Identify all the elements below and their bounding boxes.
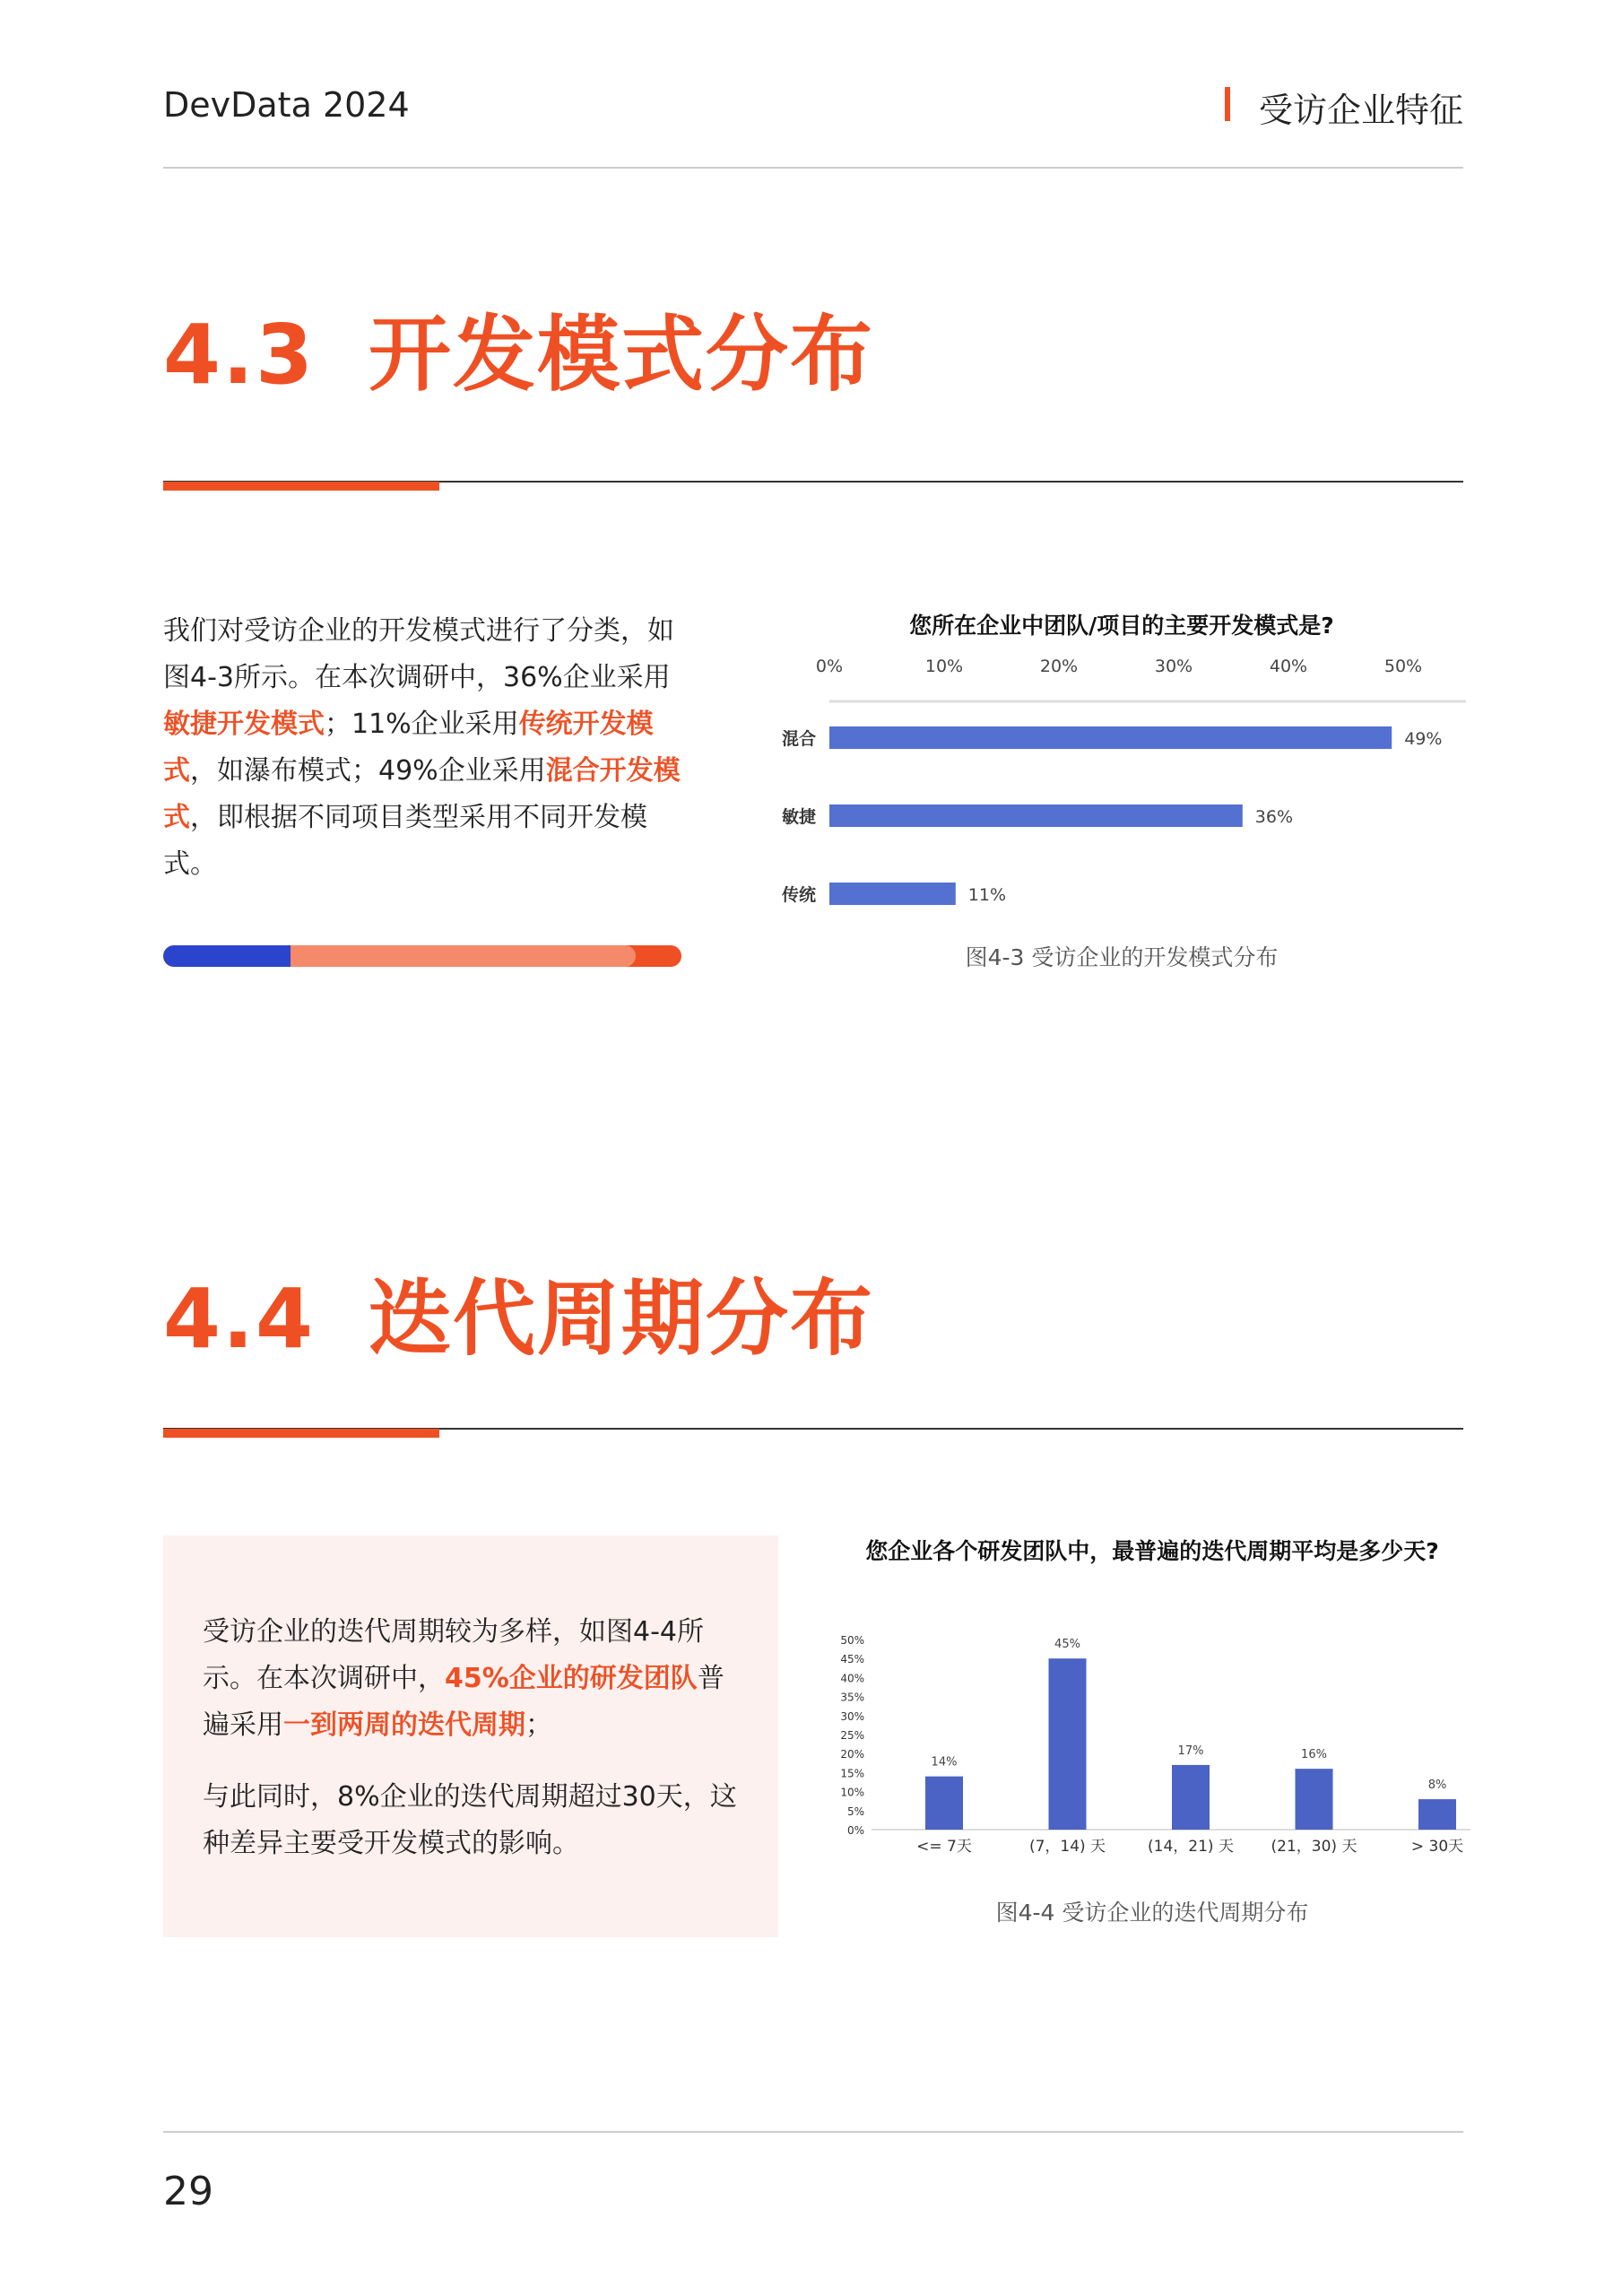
y-tick-label: 35% — [840, 1691, 864, 1704]
y-tick-label: 0% — [846, 1824, 864, 1837]
y-tick-label: 50% — [840, 1634, 864, 1647]
text: 普遍采用 — [203, 1663, 724, 1741]
section-4-4-paragraph-2: 与此同时，8%企业的迭代周期超过30天，这种差异主要受开发模式的影响。 — [203, 1781, 737, 1859]
bar — [829, 726, 1392, 749]
text: ，如瀑布模式；49%企业采用 — [190, 755, 546, 787]
section-number: 4.3 — [163, 307, 315, 403]
bar — [1418, 1799, 1456, 1830]
bar — [1172, 1765, 1210, 1830]
highlight: 混合开发模式 — [163, 755, 681, 833]
y-tick-label: 20% — [840, 1748, 864, 1761]
section-4-3-paragraph — [163, 608, 683, 888]
x-tick-label: 0% — [815, 657, 844, 676]
chart2-title: 您企业各个研发团队中，最普遍的迭代周期平均是多少天? — [865, 1538, 1439, 1564]
page-number: 29 — [163, 2169, 213, 2214]
section-4-4-heading — [163, 1253, 874, 1371]
data-label: 8% — [1427, 1779, 1447, 1793]
y-category-label: 传统 — [782, 885, 817, 905]
y-tick-label: 40% — [840, 1672, 864, 1685]
bar — [1049, 1658, 1087, 1830]
header-chapter-title: 受访企业特征 — [1258, 91, 1463, 130]
section-title: 迭代周期分布 — [368, 1271, 874, 1367]
section-4-4-paragraph-1 — [203, 1609, 750, 1749]
data-label: 49% — [1404, 729, 1443, 749]
section-number: 4.4 — [163, 1271, 315, 1367]
header-divider — [163, 167, 1463, 169]
chart1-title: 您所在企业中团队/项目的主要开发模式是? — [909, 613, 1334, 639]
x-tick-label: 20% — [1039, 657, 1079, 676]
chart2-caption: 图4-4 受访企业的迭代周期分布 — [995, 1900, 1309, 1926]
chart1-horizontal-bar — [771, 650, 1470, 928]
y-tick-label: 10% — [840, 1786, 864, 1799]
section-divider-accent — [163, 482, 439, 491]
data-label: 14% — [931, 1755, 958, 1770]
bar — [1296, 1769, 1333, 1830]
highlight: 传统开发模式 — [163, 709, 654, 787]
x-category-label: (7，14) 天 — [1028, 1838, 1106, 1856]
text: ；11%企业采用 — [325, 709, 519, 740]
x-category-label: <= 7天 — [916, 1838, 972, 1856]
bar — [829, 883, 956, 905]
header-accent-bar — [1225, 87, 1230, 121]
x-category-label: (21，30) 天 — [1271, 1838, 1357, 1856]
x-category-label: (14，21) 天 — [1148, 1838, 1234, 1856]
header-report-title: DevData 2024 — [163, 85, 410, 125]
text: 受访企业的迭代周期较为多样，如图4-4所示。在本次调研中， — [203, 1616, 704, 1694]
data-label: 36% — [1254, 807, 1294, 827]
highlight: 45%企业的研发团队 — [445, 1663, 698, 1694]
section-4-3-heading — [163, 289, 874, 407]
summary-box — [163, 1535, 778, 1937]
data-label: 17% — [1177, 1744, 1204, 1758]
highlight: 敏捷开发模式 — [163, 709, 325, 740]
y-category-label: 混合 — [782, 729, 817, 749]
y-tick-label: 15% — [840, 1767, 864, 1780]
y-tick-label: 30% — [840, 1709, 864, 1723]
section-divider-accent — [163, 1429, 439, 1438]
section-title: 开发模式分布 — [368, 307, 874, 403]
bar — [925, 1777, 963, 1830]
text: 我们对受访企业的开发模式进行了分类，如图4-3所示。在本次调研中，36%企业采用 — [163, 615, 674, 693]
text: ，即根据不同项目类型采用不同开发模式。 — [163, 802, 647, 880]
bar — [829, 804, 1243, 827]
y-tick-label: 45% — [840, 1653, 864, 1666]
x-category-label: > 30天 — [1410, 1838, 1464, 1856]
data-label: 11% — [967, 885, 1007, 905]
decorative-progress-bar — [163, 945, 681, 967]
x-tick-label: 50% — [1383, 657, 1423, 676]
x-tick-label: 40% — [1269, 657, 1308, 676]
y-tick-label: 5% — [846, 1805, 864, 1818]
progress-segment-2 — [291, 945, 636, 967]
x-tick-label: 30% — [1154, 657, 1193, 676]
highlight: 一到两周的迭代周期 — [283, 1709, 525, 1741]
y-category-label: 敏捷 — [782, 807, 817, 827]
x-tick-label: 10% — [924, 657, 964, 676]
data-label: 16% — [1301, 1748, 1327, 1762]
text: ； — [525, 1709, 552, 1741]
chart2-vertical-bar — [834, 1614, 1470, 1866]
footer-divider — [163, 2131, 1463, 2133]
progress-segment-1 — [163, 945, 291, 967]
data-label: 45% — [1054, 1638, 1080, 1652]
chart1-caption: 图4-3 受访企业的开发模式分布 — [965, 944, 1279, 970]
y-tick-label: 25% — [840, 1729, 864, 1742]
